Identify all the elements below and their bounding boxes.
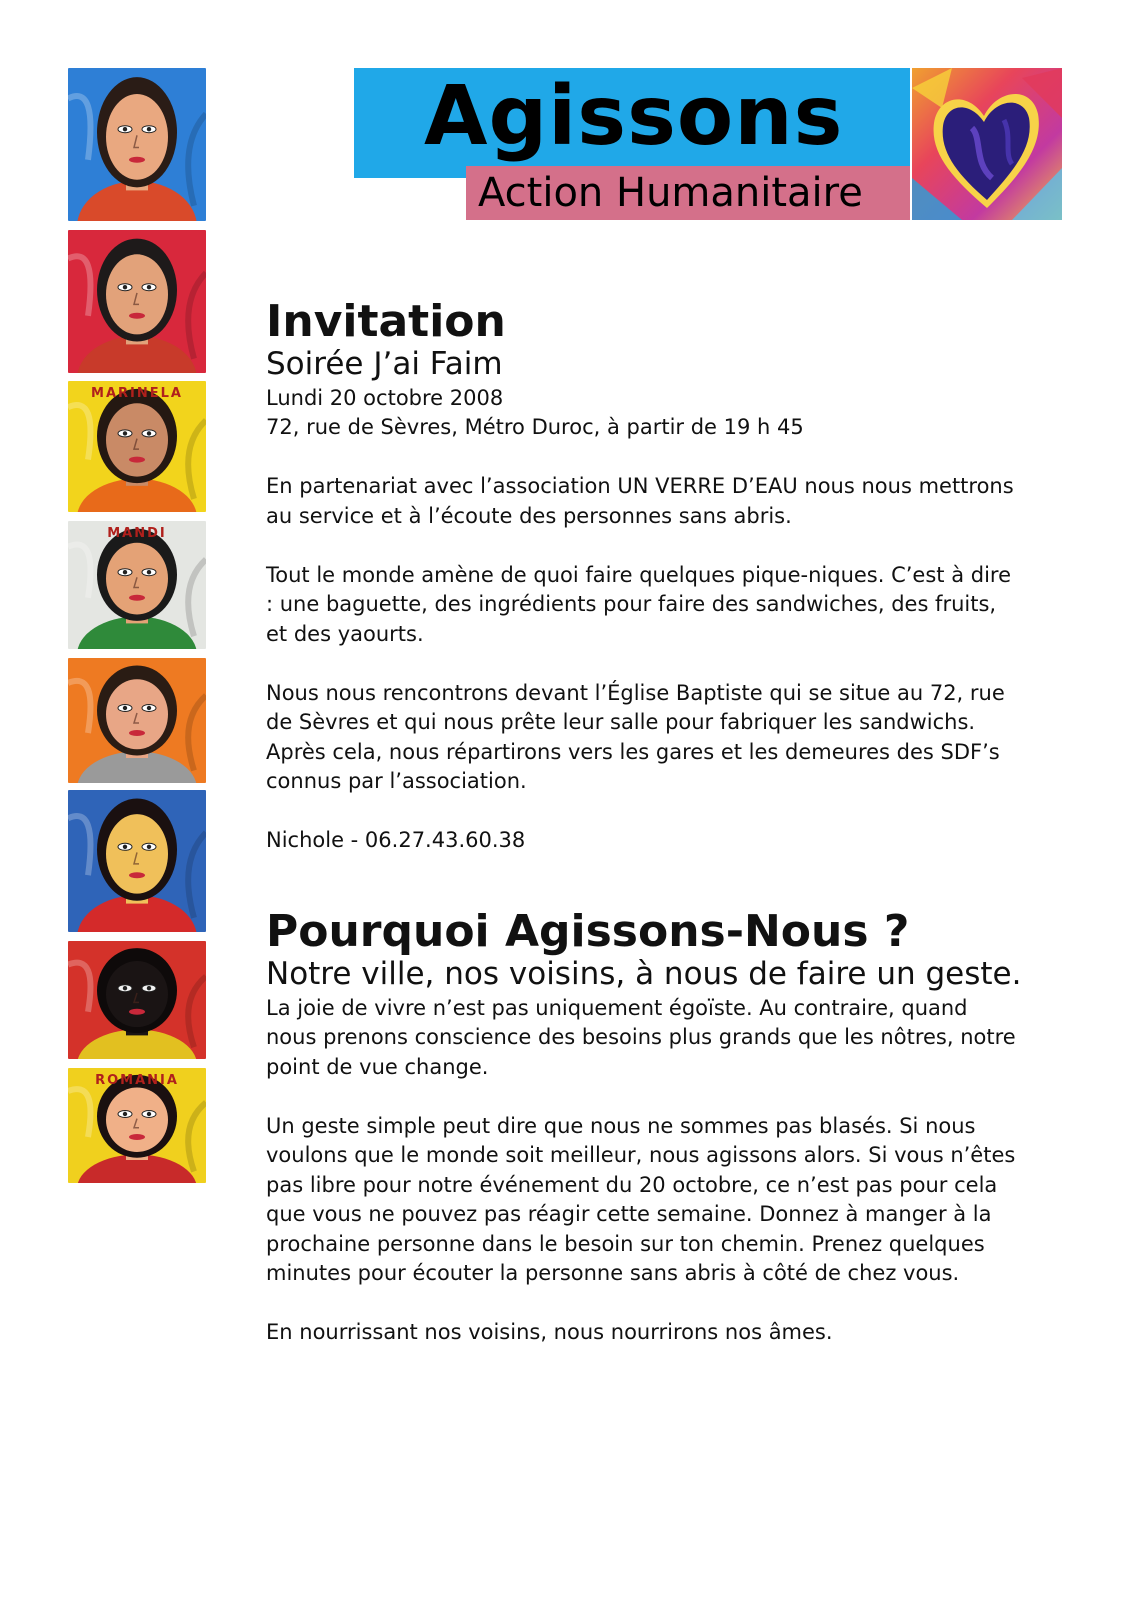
portrait-painting <box>68 790 206 932</box>
paragraph-line: que vous ne pouvez pas réagir cette semaine. Donnez à manger à la <box>266 1202 992 1227</box>
event-name: Soirée J’ai Faim <box>266 346 503 383</box>
invitation-section <box>266 298 1066 856</box>
heart-painting <box>912 68 1062 220</box>
header-subtitle: Action Humanitaire <box>478 170 863 216</box>
paragraph-line: prochaine personne dans le besoin sur ton chemin. Prenez quelques <box>266 1231 985 1256</box>
portrait-painting <box>68 68 206 221</box>
paragraph-line: : une baguette, des ingrédients pour faire des sandwiches, des fruits, <box>266 592 997 617</box>
event-date: Lundi 20 octobre 2008 <box>266 385 504 410</box>
svg-text:MANDI: MANDI <box>107 526 167 541</box>
paragraph-line: Après cela, nous répartirons vers les gares et les demeures des SDF’s <box>266 739 1000 764</box>
paragraph-line: point de vue change. <box>266 1054 489 1079</box>
paragraph-line: et des yaourts. <box>266 621 424 646</box>
paragraph-line: minutes pour écouter la personne sans abris à côté de chez vous. <box>266 1261 960 1286</box>
paragraph-line: de Sèvres et qui nous prête leur salle pour fabriquer les sandwichs. <box>266 710 976 735</box>
paragraph-line: nous prenons conscience des besoins plus grands que les nôtres, notre <box>266 1025 1016 1050</box>
svg-text:ROMANIA: ROMANIA <box>95 1073 179 1088</box>
event-location: 72, rue de Sèvres, Métro Duroc, à partir de 19 h 45 <box>266 415 804 440</box>
paragraph-line: pas libre pour notre événement du 20 octobre, ce n’est pas pour cela <box>266 1172 998 1197</box>
portrait-painting <box>68 941 206 1059</box>
paragraph-line: Nous nous rencontrons devant l’Église Baptiste qui se situe au 72, rue <box>266 680 1005 705</box>
svg-text:MARINELA: MARINELA <box>91 386 183 401</box>
paragraph-line: Un geste simple peut dire que nous ne sommes pas blasés. Si nous <box>266 1113 976 1138</box>
paragraph-line: En nourrissant nos voisins, nous nourrirons nos âmes. <box>266 1320 833 1345</box>
paragraph-line: Tout le monde amène de quoi faire quelques pique-niques. C’est à dire <box>266 562 1012 587</box>
paragraph-line: au service et à l’écoute des personnes sans abris. <box>266 503 792 528</box>
why-heading: Pourquoi Agissons-Nous ? <box>266 906 910 957</box>
paragraph-line: La joie de vivre n’est pas uniquement égoïste. Au contraire, quand <box>266 995 968 1020</box>
why-section <box>266 908 1076 1348</box>
portrait-painting <box>68 1068 206 1183</box>
portrait-painting <box>68 381 206 512</box>
paragraph-line: connus par l’association. <box>266 769 527 794</box>
portrait-painting <box>68 658 206 783</box>
paragraph-line: En partenariat avec l’association UN VERRE D’EAU nous nous mettrons <box>266 474 1014 499</box>
invitation-heading: Invitation <box>266 296 506 347</box>
portrait-painting <box>68 521 206 649</box>
paragraph-line: voulons que le monde soit meilleur, nous agissons alors. Si vous n’êtes <box>266 1143 1016 1168</box>
why-subheading: Notre ville, nos voisins, à nous de faire un geste. <box>266 956 1022 993</box>
portrait-painting <box>68 230 206 373</box>
header-title: Agissons <box>424 69 844 164</box>
contact-info: Nichole - 06.27.43.60.38 <box>266 828 526 853</box>
